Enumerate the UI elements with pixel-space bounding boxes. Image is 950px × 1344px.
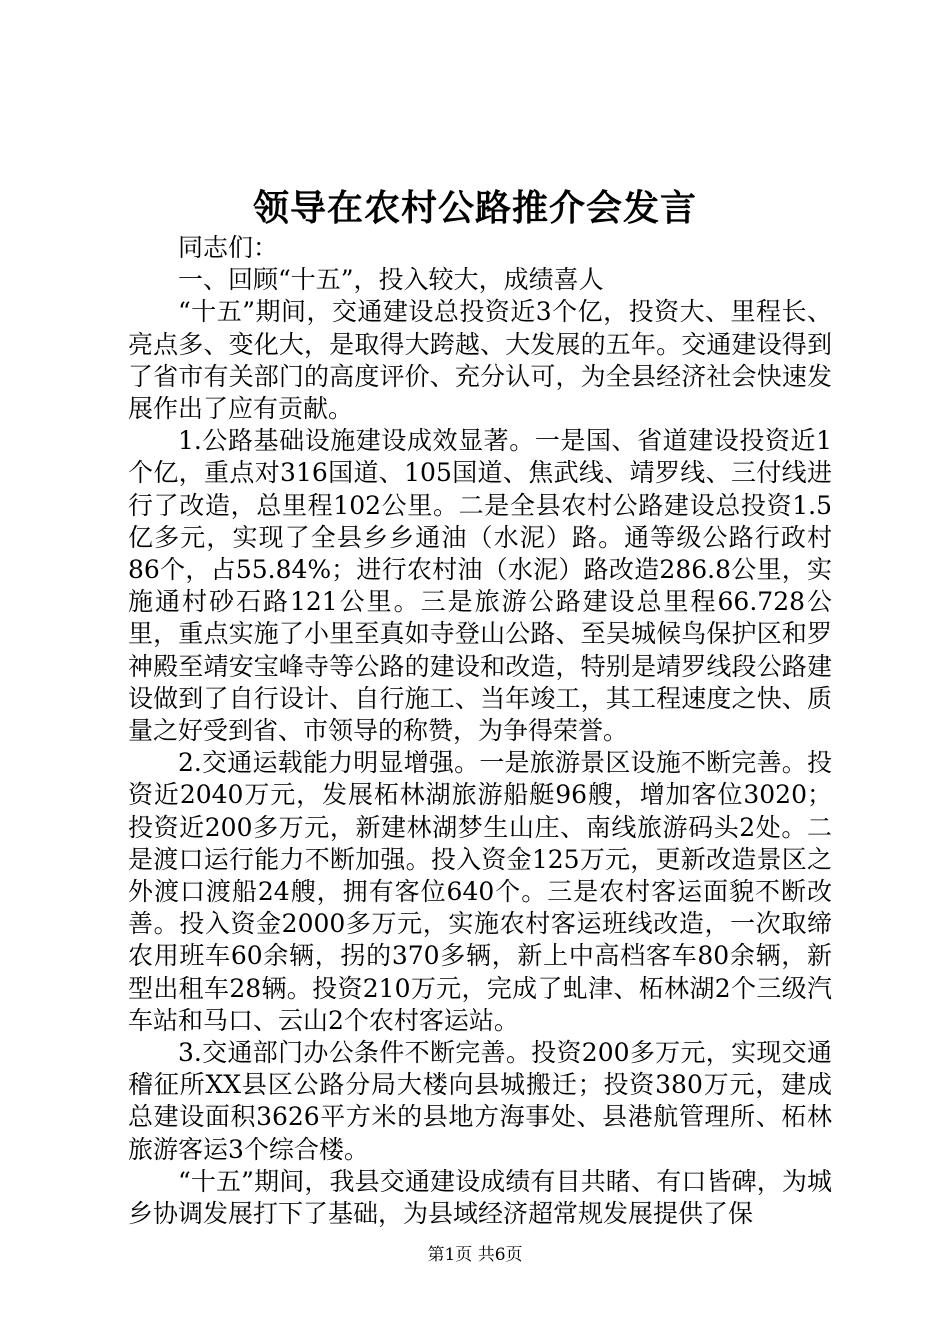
paragraph-section-heading: 一、回顾“十五”，投入较大，成绩喜人: [178, 265, 604, 295]
paragraph-highway-infrastructure: 1.公路基础设施建设成效显著。一是国、省道建设投资近1个亿，重点对316国道、105国道、焦武线、靖罗线、三付线进行了改造，总里程102公里。二是全县农村公路建设总投资1.5亿多元，实现了全县乡乡通油（水泥）路。通等级公路行政村86个，占55.84%；进行农村油（水泥）路改造286.8公里，实施通村砂石路121公里。三是旅游公路建设总里程66.728公里，重点实施了小里至真如寺登山公路、至吴城候鸟保护区和罗神殿至靖安宝峰寺等公路的建设和改造，特别是靖罗线段公路建设做到了自行设计、自行施工、当年竣工，其工程速度之快、质量之好受到省、市领导的称赞，为争得荣誉。: [128, 426, 832, 746]
document-title: 领导在农村公路推介会发言: [252, 187, 697, 229]
paragraph-overview: “十五”期间，交通建设总投资近3个亿，投资大、里程长、亮点多、变化大，是取得大跨越、大发展的五年。交通建设得到了省市有关部门的高度评价、充分认可，为全县经济社会快速发展作出了应有贡献。: [128, 297, 832, 424]
page-footer: 第1页 共6页: [427, 1245, 523, 1265]
paragraph-salutation: 同志们：: [178, 233, 279, 262]
paragraph-transport-capacity: 2.交通运载能力明显增强。一是旅游景区设施不断完善。投资近2040万元，发展柘林湖旅游船艇96艘，增加客位3020；投资近200多万元，新建林湖梦生山庄、南线旅游码头2处。二是渡口运行能力不断加强。投入资金125万元，更新改造景区之外渡口渡船24艘，拥有客位640个。三是农村客运面貌不断改善。投入资金2000多万元，实施农村客运班线改造，一次取缔农用班车60余辆，拐的370多辆，新上中高档客车80余辆，新型出租车28辆。投资210万元，完成了虬津、柘林湖2个三级汽车站和马口、云山2个农村客运站。: [128, 748, 832, 1035]
paragraph-office-conditions: 3.交通部门办公条件不断完善。投资200多万元，实现交通稽征所XX县区公路分局大楼向县城搬迁；投资380万元，建成总建设面积3626平方米的县地方海事处、县港航管理所、柘林旅游客运3个综合楼。: [128, 1038, 832, 1164]
document-body: [128, 232, 832, 1230]
paragraph-summary: “十五”期间，我县交通建设成绩有目共睹、有口皆碑，为城乡协调发展打下了基础，为县域经济超常规发展提供了保: [128, 1166, 832, 1229]
